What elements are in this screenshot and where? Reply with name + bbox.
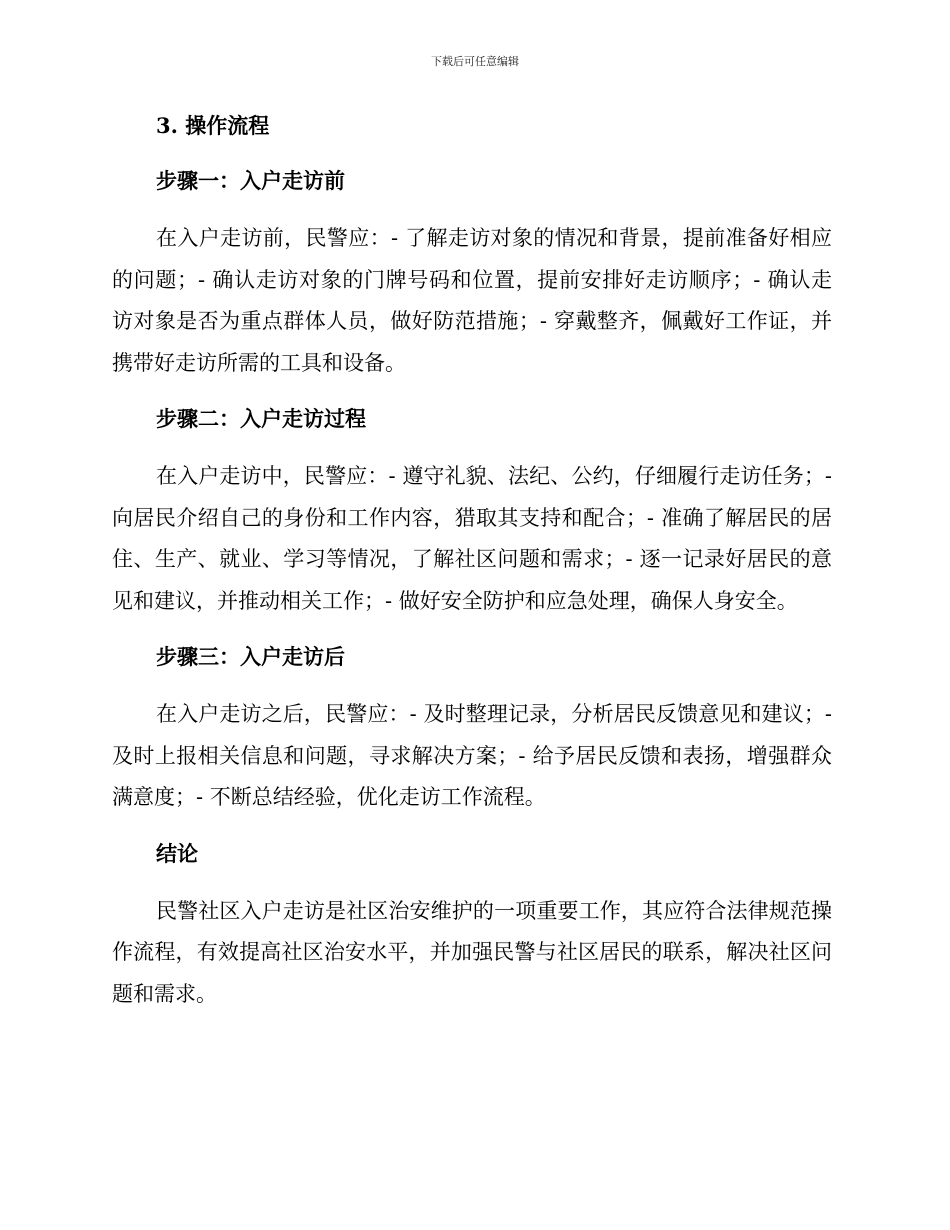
section-title: 3. 操作流程 bbox=[156, 113, 270, 138]
header-note: 下载后可任意编辑 bbox=[431, 55, 519, 68]
conclusion-paragraph: 民警社区入户走访是社区治安维护的一项重要工作，其应符合法律规范操作流程，有效提高社区治安水平，并加强民警与社区居民的联系，解决社区问题和需求。 bbox=[112, 898, 832, 1006]
step2-paragraph: 在入户走访中，民警应：- 遵守礼貌、法纪、公约，仔细履行走访任务；- 向居民介绍自己的身份和工作内容，猎取其支持和配合；- 准确了解居民的居住、生产、就业、学习等情况，了解社区问题和需求；- 逐一记录好居民的意见和建议，并推动相关工作；- 做好安全防护和应急处理，确保人身安全。 bbox=[112, 464, 832, 613]
step1-paragraph: 在入户走访前，民警应：- 了解走访对象的情况和背景，提前准备好相应的问题；- 确认走访对象的门牌号码和位置，提前安排好走访顺序；- 确认走访对象是否为重点群体人员，做好防范措施；- 穿戴整齐，佩戴好工作证，并携带好走访所需的工具和设备。 bbox=[112, 226, 832, 375]
document-body bbox=[112, 108, 832, 1015]
step3-heading: 步骤三：入户走访后 bbox=[156, 644, 345, 669]
step1-heading: 步骤一：入户走访前 bbox=[156, 168, 345, 193]
step3-paragraph: 在入户走访之后，民警应：- 及时整理记录，分析居民反馈意见和建议；- 及时上报相关信息和问题，寻求解决方案；- 给予居民反馈和表扬，增强群众满意度；- 不断总结经验，优化走访工作流程。 bbox=[112, 702, 832, 809]
conclusion-heading: 结论 bbox=[156, 840, 198, 866]
step2-heading: 步骤二：入户走访过程 bbox=[156, 406, 366, 431]
